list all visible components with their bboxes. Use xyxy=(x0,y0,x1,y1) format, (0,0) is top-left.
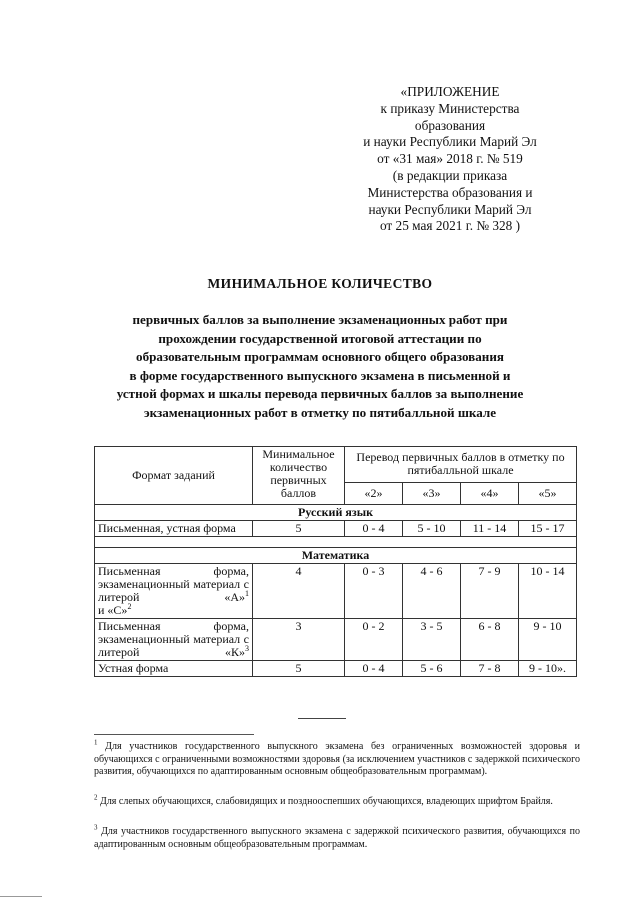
header-format: Формат заданий xyxy=(95,447,253,505)
cell-format: Устная форма xyxy=(95,661,253,677)
document-title: МИНИМАЛЬНОЕ КОЛИЧЕСТВО xyxy=(207,276,433,291)
header-conversion: Перевод первичных баллов в отметку по пятибалльной шкале xyxy=(345,447,577,483)
footnote-text: Для слепых обучающихся, слабовидящих и позднооспепших обучающихся, владеющих шрифтом Брайля. xyxy=(100,796,553,807)
section-title: Русский язык xyxy=(95,505,577,521)
table-row xyxy=(95,619,577,661)
cell-grade: 7 - 9 xyxy=(461,564,519,619)
table-row xyxy=(95,661,577,677)
header-min-score: Минимальное количество первичных баллов xyxy=(253,447,345,505)
cell-grade: 3 - 5 xyxy=(403,619,461,661)
footnote-ref: 2 xyxy=(127,602,132,611)
footnote-1 xyxy=(94,738,580,779)
footnote-text: Для участников государственного выпускного экзамена с задержкой психического развития, обучающихся по адаптированным основным общеобразовательным программам. xyxy=(94,826,581,850)
header-line: к приказу Министерства xyxy=(380,100,520,116)
cell-grade: 6 - 8 xyxy=(461,619,519,661)
section-separator xyxy=(298,718,346,719)
cell-grade: 9 - 10». xyxy=(519,661,577,677)
cell-min: 5 xyxy=(253,661,345,677)
subtitle-line: первичных баллов за выполнение экзаменационных работ при xyxy=(132,312,508,327)
header-line: от «31 мая» 2018 г. № 519 xyxy=(377,151,523,167)
header-grade-4: «4» xyxy=(461,483,519,505)
cell-format: Письменная, устная форма xyxy=(95,521,253,537)
subtitle-line: прохождении государственной итоговой аттестации по xyxy=(158,330,482,346)
cell-grade: 11 - 14 xyxy=(461,521,519,537)
cell-min: 3 xyxy=(253,619,345,661)
header-line: науки Республики Марий Эл xyxy=(368,201,532,217)
footnote-2 xyxy=(94,793,580,809)
footnote-rule xyxy=(94,734,254,735)
footnote-number: 2 xyxy=(94,793,98,802)
table-header-row xyxy=(95,447,577,483)
section-title: Математика xyxy=(95,548,577,564)
table-row xyxy=(95,521,577,537)
subtitle-line: устной формах и шкалы перевода первичных баллов за выполнение xyxy=(116,386,524,402)
cell-format xyxy=(95,564,253,619)
cell-grade: 7 - 8 xyxy=(461,661,519,677)
table-row xyxy=(95,564,577,619)
section-row-math xyxy=(95,548,577,564)
footnote-text: Для участников государственного выпускного экзамена без ограниченных возможностей здоровья и обучающихся с ограниченными возможностями здоровья (за исключением участников с задержкой психического развития, обучающихся по адаптированным основным общеобразовательным программам). xyxy=(94,741,580,777)
cell-grade: 0 - 4 xyxy=(345,661,403,677)
page-edge-mark xyxy=(0,896,42,897)
header-grade-5: «5» xyxy=(519,483,577,505)
scores-table xyxy=(94,446,577,677)
cell-min: 5 xyxy=(253,521,345,537)
header-grade-3: «3» xyxy=(403,483,461,505)
subtitle-line: образовательным программам основного общего образования xyxy=(136,349,504,365)
subtitle-line: в форме государственного выпускного экзамена в письменной и xyxy=(129,367,511,383)
header-grade-2: «2» xyxy=(345,483,403,505)
cell-grade: 9 - 10 xyxy=(519,619,577,661)
cell-grade: 5 - 6 xyxy=(403,661,461,677)
footnote-number: 1 xyxy=(94,738,98,747)
appendix-header xyxy=(335,84,565,235)
footnote-ref: 3 xyxy=(245,644,249,653)
header-line: образования xyxy=(414,117,486,133)
cell-grade: 0 - 4 xyxy=(345,521,403,537)
section-row-russian xyxy=(95,505,577,521)
footnote-number: 3 xyxy=(94,823,98,832)
footnote-ref: 1 xyxy=(245,589,249,598)
document-subtitle xyxy=(80,311,560,423)
header-line: Министерства образования и xyxy=(367,184,533,200)
footnote-3 xyxy=(94,823,581,851)
cell-min: 4 xyxy=(253,564,345,619)
spacer-row xyxy=(95,537,577,548)
header-line: (в редакции приказа xyxy=(392,167,508,183)
cell-format-text: Письменная форма, экзаменационный материал с литерой «А» xyxy=(98,564,249,604)
cell-format-text: Письменная форма, экзаменационный материал с литерой «К» xyxy=(98,619,249,659)
cell-grade: 0 - 3 xyxy=(345,564,403,619)
cell-format-tail: и «С» xyxy=(98,603,128,617)
cell-grade: 0 - 2 xyxy=(345,619,403,661)
cell-grade: 10 - 14 xyxy=(519,564,577,619)
header-line: от 25 мая 2021 г. № 328 ) xyxy=(379,218,521,234)
subtitle-line: экзаменационных работ в отметку по пятибалльной шкале xyxy=(143,404,497,420)
cell-grade: 15 - 17 xyxy=(519,521,577,537)
header-line: и науки Республики Марий Эл xyxy=(363,134,537,150)
header-line: «ПРИЛОЖЕНИЕ xyxy=(400,84,500,99)
cell-grade: 4 - 6 xyxy=(403,564,461,619)
cell-format xyxy=(95,619,253,661)
cell-grade: 5 - 10 xyxy=(403,521,461,537)
